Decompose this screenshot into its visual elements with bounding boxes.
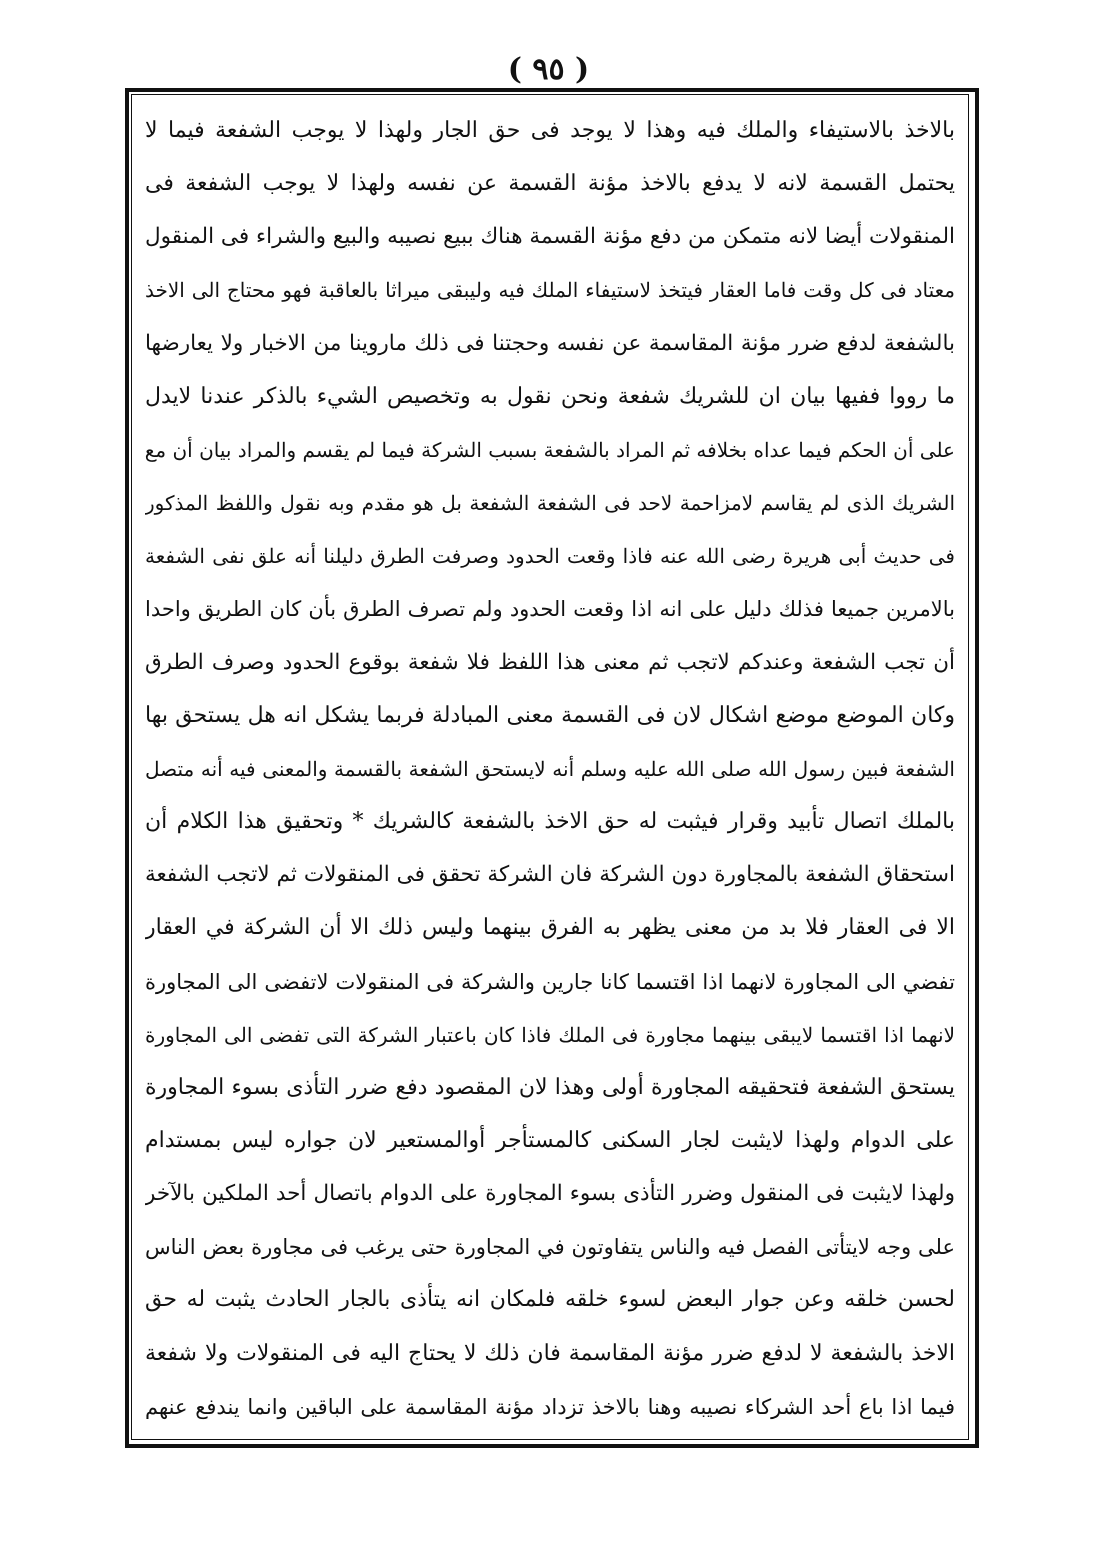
text-line: بالملك اتصال تأبيد وقرار فيثبت له حق الاخذ بالشفعة كالشريك * وتحقيق هذا الكلام أن [145, 809, 955, 835]
text-line: الشفعة فبين رسول الله صلى الله عليه وسلم أنه لايستحق الشفعة بالقسمة والمعنى فيه أنه متصل [145, 756, 955, 781]
text-line: استحقاق الشفعة بالمجاورة دون الشركة فان الشركة تحقق فى المنقولات ثم لاتجب الشفعة [145, 862, 955, 888]
text-line: لحسن خلقه وعن جوار البعض لسوء خلقه فلمكان انه يتأذى بالجار الحادث يثبت له حق [145, 1287, 955, 1313]
text-line: أن تجب الشفعة وعندكم لاتجب ثم معنى هذا اللفظ فلا شفعة بوقوع الحدود وصرف الطرق [145, 649, 955, 675]
text-line: على الدوام ولهذا لايثبت لجار السكنى كالمستأجر أوالمستعير لان جواره ليس بمستدام [145, 1127, 955, 1153]
text-line: معتاد فى كل وقت فاما العقار فيتخذ لاستيفاء الملك فيه وليبقى ميراثا بالعاقبة فهو محتاج الى الاخذ [145, 278, 955, 303]
text-line: بالامرين جميعا فذلك دليل على انه اذا وقعت الحدود ولم تصرف الطرق بأن كان الطريق واحدا [145, 597, 955, 622]
text-line: الشريك الذى لم يقاسم لامزاحمة لاحد فى الشفعة الشفعة بل هو مقدم وبه نقول واللفظ المذكور [145, 491, 955, 516]
text-line: على وجه لايتأتى الفصل فيه والناس يتفاوتون في المجاورة حتى يرغب فى مجاورة بعض الناس [145, 1235, 955, 1260]
text-line: يحتمل القسمة لانه لا يدفع بالاخذ مؤنة القسمة عن نفسه ولهذا لا يوجب الشفعة فى [145, 171, 955, 197]
text-line: وكان الموضع موضع اشكال لان فى القسمة معنى المبادلة فربما يشكل انه هل يستحق بها [145, 702, 955, 728]
text-line: ما رووا ففيها بيان ان للشريك شفعة ونحن نقول به وتخصيص الشيء بالذكر عندنا لايدل [145, 383, 955, 409]
text-line: فى حديث أبى هريرة رضى الله عنه فاذا وقعت الحدود وصرفت الطرق دليلنا أنه علق نفى الشفعة [145, 544, 955, 569]
text-line: لانهما اذا اقتسما لايبقى بينهما مجاورة فى الملك فاذا كان باعتبار الشركة التى تفضى الى المجاورة [145, 1022, 955, 1047]
text-line: فيما اذا باع أحد الشركاء نصيبه وهنا بالاخذ تزداد مؤنة المقاسمة على الباقين وانما يندفع عنهم [145, 1394, 955, 1419]
text-line: الا فى العقار فلا بد من معنى يظهر به الفرق بينهما وليس ذلك الا أن الشركة في العقار [145, 915, 955, 941]
text-line: يستحق الشفعة فتحقيقه المجاورة أولى وهذا لان المقصود دفع ضرر التأذى بسوء المجاورة [145, 1074, 955, 1100]
text-line: بالاخذ بالاستيفاء والملك فيه وهذا لا يوجد فى حق الجار ولهذا لا يوجب الشفعة فيما لا [145, 118, 955, 143]
text-line: ولهذا لايثبت فى المنقول وضرر التأذى بسوء المجاورة على الدوام باتصال أحد الملكين بالآخر [145, 1181, 955, 1207]
text-line: تفضي الى المجاورة لانهما اذا اقتسما كانا جارين والشركة فى المنقولات لاتفضى الى المجاورة [145, 969, 955, 994]
text-line: على أن الحكم فيما عداه بخلافه ثم المراد بالشفعة بسبب الشركة فيما لم يقسم والمراد بيان أن مع [145, 437, 955, 462]
body-text [145, 108, 955, 1430]
page-number: ( ٩٥ ) [507, 52, 590, 87]
text-line: بالشفعة لدفع ضرر مؤنة المقاسمة عن نفسه وحجتنا فى ذلك ماروينا من الاخبار ولا يعارضها [145, 330, 955, 356]
text-line: المنقولات أيضا لانه متمكن من دفع مؤنة القسمة هناك ببيع نصيبه والبيع والشراء فى المنقول [145, 224, 955, 250]
text-line: الاخذ بالشفعة لا لدفع ضرر مؤنة المقاسمة فان ذلك لا يحتاج اليه فى المنقولات ولا شفعة [145, 1340, 955, 1366]
